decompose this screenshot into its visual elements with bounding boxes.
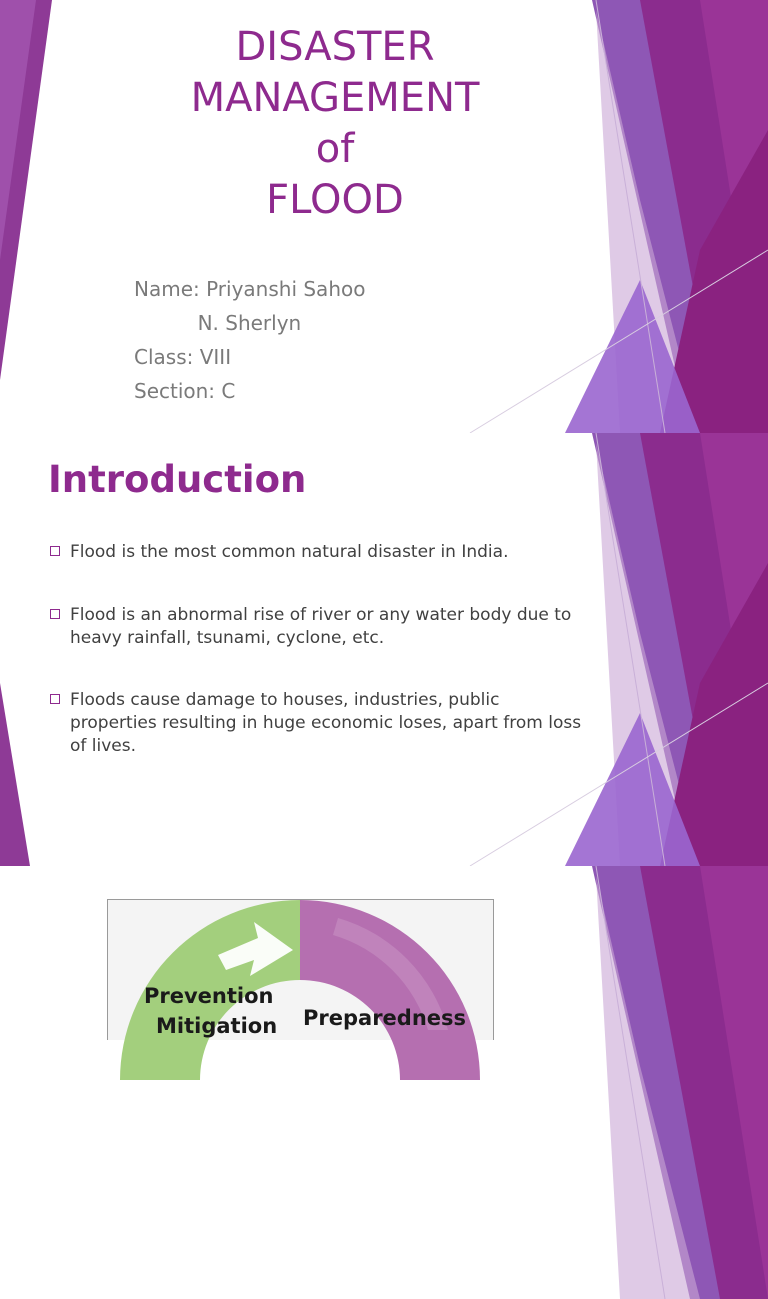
title-slide bbox=[0, 0, 768, 433]
disaster-cycle-diagram bbox=[107, 899, 494, 1040]
square-bullet-icon bbox=[50, 694, 60, 704]
bullet-text: Flood is the most common natural disaster in India. bbox=[70, 542, 509, 562]
title-line: MANAGEMENT bbox=[190, 75, 480, 121]
slide-heading: Introduction bbox=[48, 458, 307, 501]
title-line: of bbox=[315, 126, 355, 172]
mitigation-label: Mitigation bbox=[156, 1014, 278, 1038]
author-info bbox=[134, 272, 365, 408]
bullet-text: Flood is an abnormal rise of river or any water body due to heavy rainfall, tsunami, cyclone, etc. bbox=[70, 605, 572, 648]
cycle-diagram-slide bbox=[0, 866, 768, 1038]
prevention-label: Prevention bbox=[144, 984, 274, 1008]
preparedness-label: Preparedness bbox=[303, 1006, 467, 1030]
title-line: DISASTER bbox=[235, 24, 435, 70]
list-item bbox=[48, 689, 588, 758]
info-line: Name: Priyanshi Sahoo bbox=[134, 277, 366, 301]
introduction-slide bbox=[0, 433, 768, 866]
bullet-text: Floods cause damage to houses, industries, public properties resulting in huge economic loses, apart from loss of lives. bbox=[70, 690, 582, 756]
bullet-list bbox=[48, 541, 588, 798]
square-bullet-icon bbox=[50, 609, 60, 619]
list-item bbox=[48, 604, 588, 650]
list-item bbox=[48, 541, 588, 564]
square-bullet-icon bbox=[50, 546, 60, 556]
info-line: Class: VIII bbox=[134, 345, 232, 369]
presentation-title bbox=[130, 22, 540, 226]
info-line: Section: C bbox=[134, 379, 236, 403]
title-line: FLOOD bbox=[266, 177, 404, 223]
info-line: N. Sherlyn bbox=[134, 311, 302, 335]
